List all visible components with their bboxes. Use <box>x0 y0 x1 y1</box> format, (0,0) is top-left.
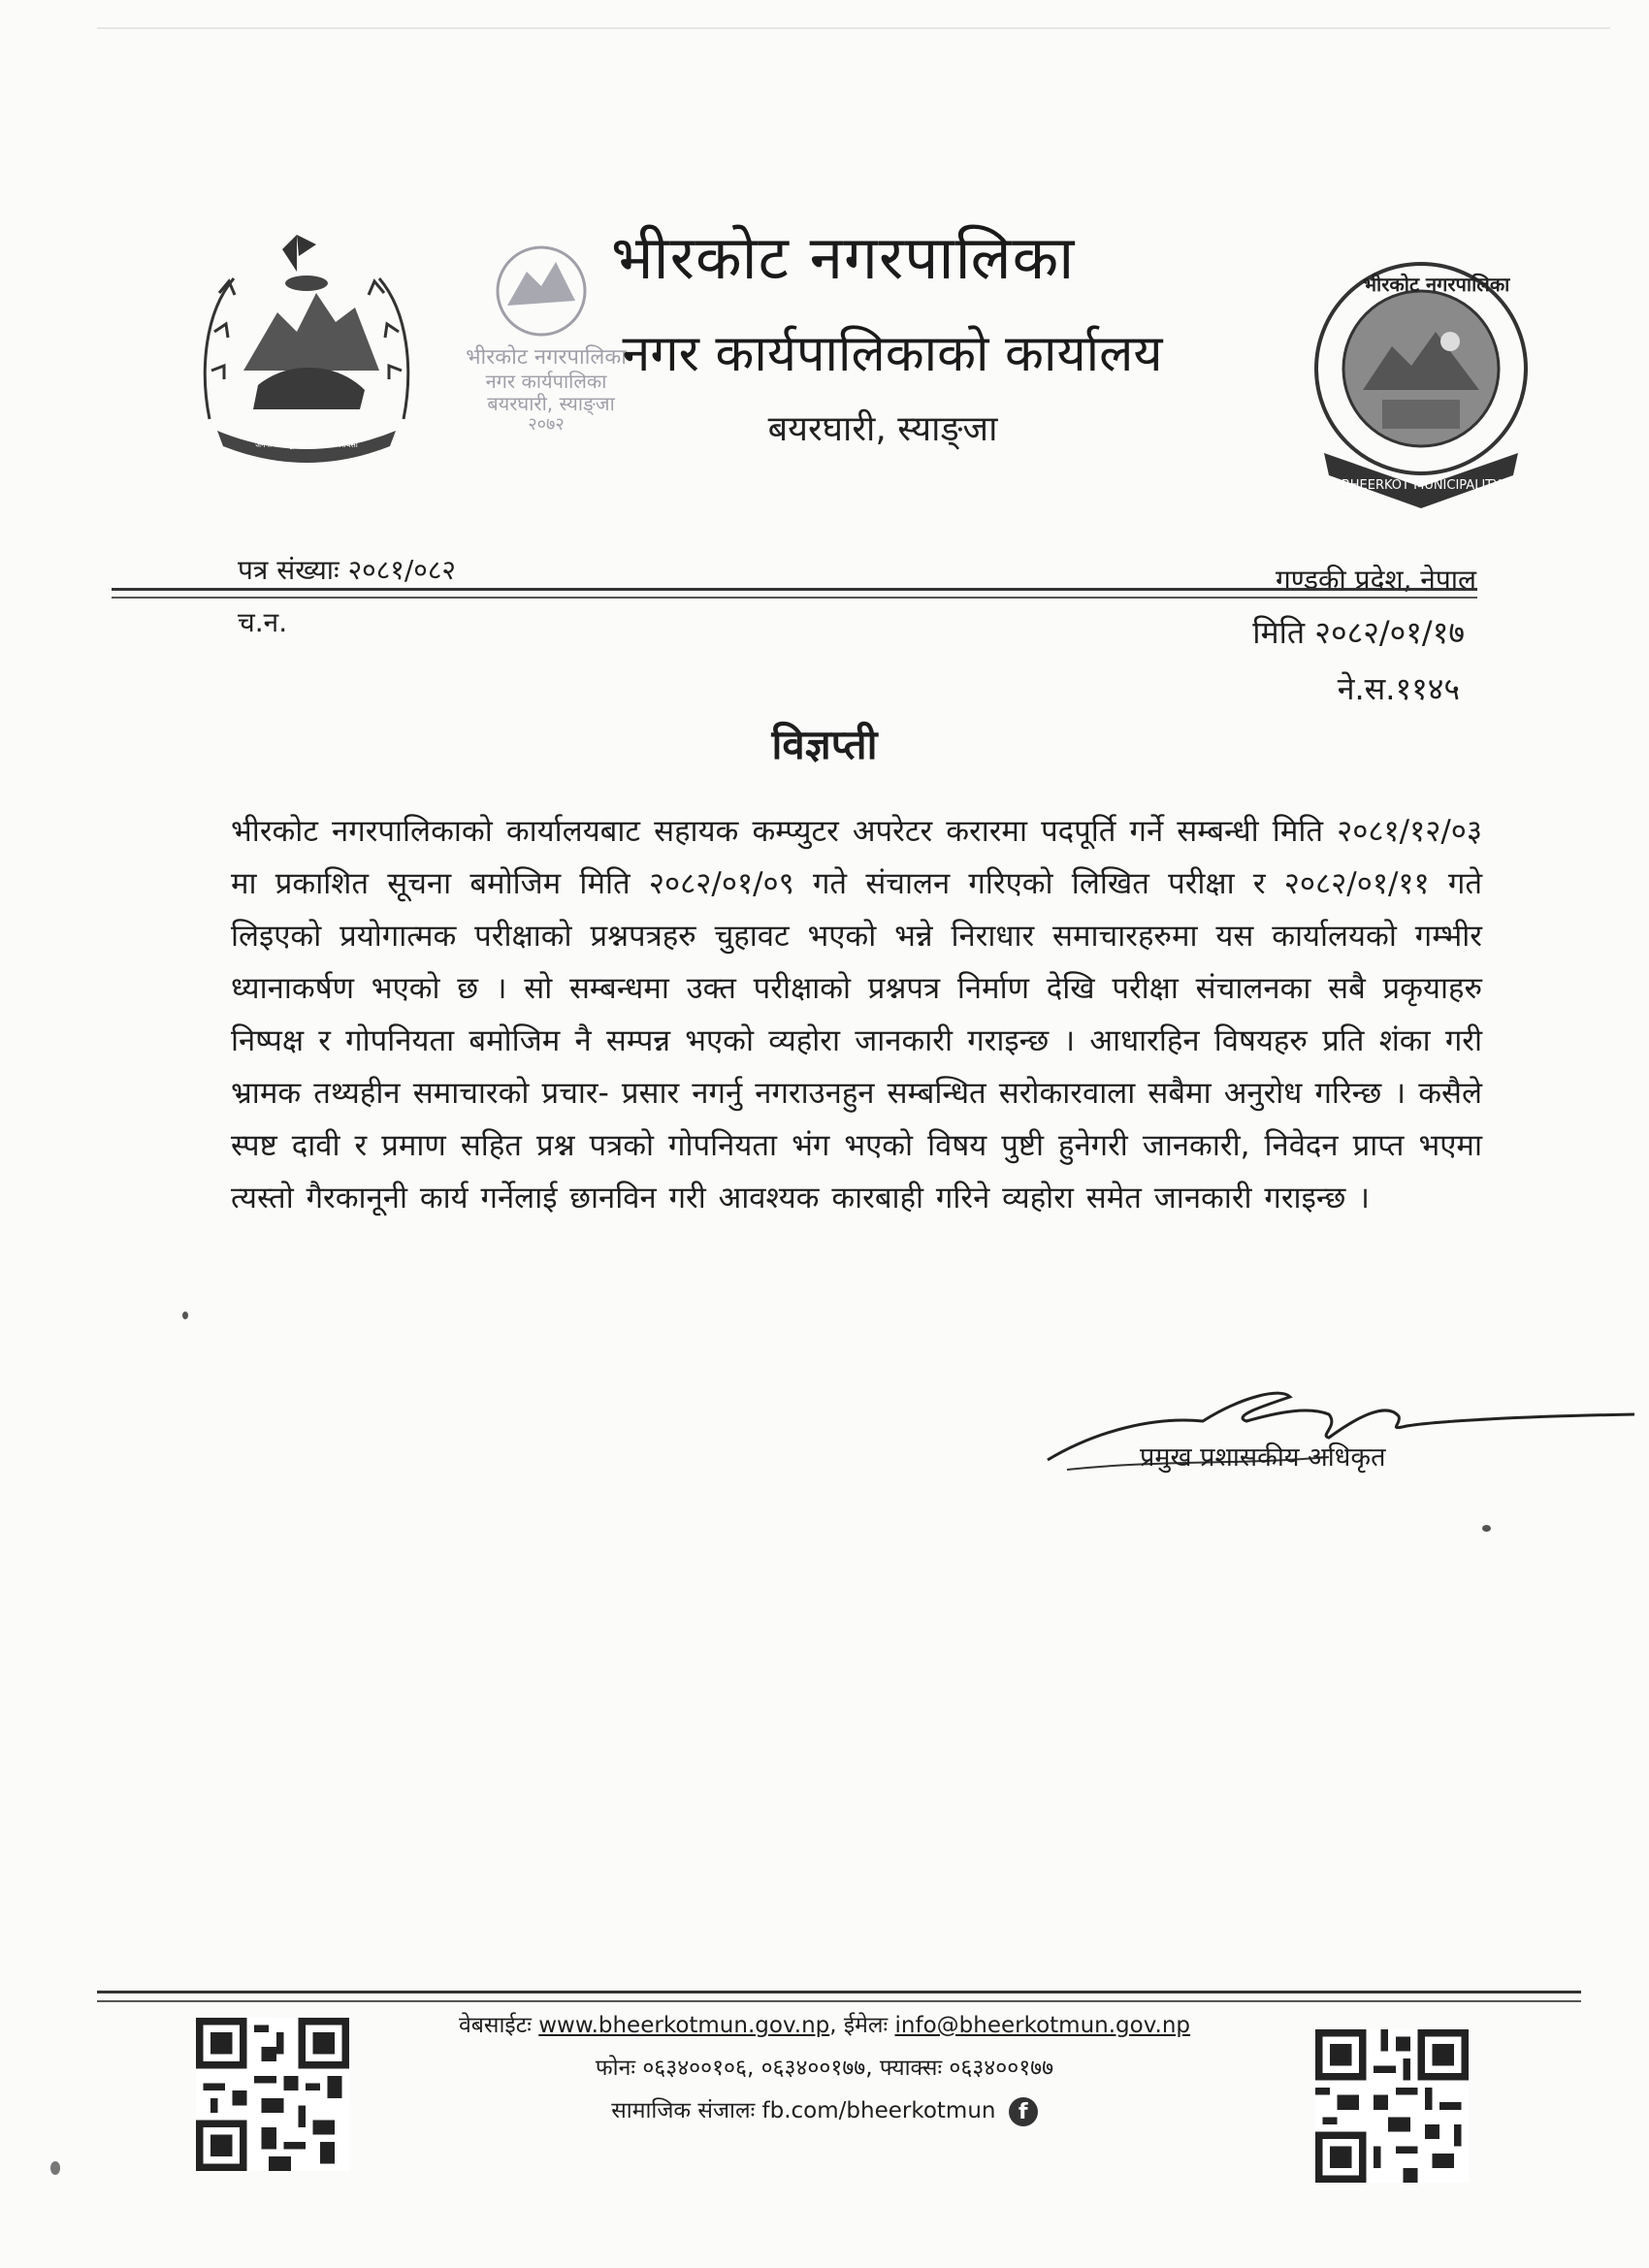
signatory-designation: प्रमुख प्रशासकीय अधिकृत <box>1140 1442 1386 1473</box>
footer-web-line <box>446 2004 1203 2047</box>
scan-speck <box>50 2161 60 2175</box>
stamp-line-1: भीरकोट नगरपालिका <box>466 345 627 370</box>
logo-top-text: भीरकोट नगरपालिका <box>1363 273 1510 296</box>
facebook-link[interactable]: fb.com/bheerkotmun <box>761 2098 996 2123</box>
nepal-emblem-icon <box>190 225 423 466</box>
letter-date: मिति २०८२/०१/१७ <box>1252 614 1465 651</box>
scan-speck <box>1482 1525 1491 1532</box>
footer-contact <box>446 2004 1203 2132</box>
letter-number: पत्र संख्याः २०८१/०८२ <box>238 554 456 586</box>
social-label: सामाजिक संजालः <box>611 2098 756 2123</box>
email-label: , ईमेलः <box>829 2013 889 2038</box>
nepal-samvat-year: ने.स.११४५ <box>1337 670 1460 707</box>
website-label: वेबसाईटः <box>458 2013 532 2038</box>
header-divider <box>112 588 1477 599</box>
office-address: बयरघारी, स्याङ्जा <box>767 409 998 449</box>
scan-edge-line <box>97 27 1610 29</box>
province: गण्डकी प्रदेश, नेपाल <box>1275 564 1476 596</box>
emblem-motto: जननी जन्मभूमिश्च स्वर्गादपि गरीयसी <box>255 440 358 449</box>
organization-name: भीरकोट नगरपालिका <box>611 222 1076 293</box>
notice-body: भीरकोट नगरपालिकाको कार्यालयबाट सहायक कम्प्युटर अपरेटर करारमा पदपूर्ति गर्ने सम्बन्धी मिति २०८१/१२/०३ मा प्रकाशित सूचना बमोजिम मिति २०८२/०१/०९ गते संचालन गरिएको लिखित परीक्षा र २०८२/०१/११ गते लिइएको प्रयोगात्मक परीक्षाको प्रश्नपत्रहरु चुहावट भएको भन्ने निराधार समाचारहरुमा यस कार्यालयको गम्भीर ध्यानाकर्षण भएको छ । सो सम्बन्धमा उक्त परीक्षाको प्रश्नपत्र निर्माण देखि परीक्षा संचालनका सबै प्रकृयाहरु निष्पक्ष र गोपनियता बमोजिम नै सम्पन्न भएको व्यहोरा जानकारी गराइन्छ । आधारहिन विषयहरु प्रति शंका गरी भ्रामक तथ्यहीन समाचारको प्रचार- प्रसार नगर्नु नगराउनहुन सम्बन्धित सरोकारवाला सबैमा अनुरोध गरिन्छ । कसैले स्पष्ट दावी र प्रमाण सहित प्रश्न पत्रको गोपनियता भंग भएको विषय पुष्टी हुनेगरी जानकारी, निवेदन प्राप्त भएमा त्यस्तो गैरकानूनी कार्य गर्नेलाई छानविन गरी आवश्यक कारबाही गरिने व्यहोरा समेत जानकारी गराइन्छ । <box>231 814 1482 1215</box>
dispatch-number: च.न. <box>238 606 288 638</box>
email-link[interactable]: info@bheerkotmun.gov.np <box>894 2013 1191 2038</box>
facebook-icon: f <box>1009 2097 1038 2126</box>
footer-social-line <box>446 2090 1203 2132</box>
phone-fax-line: फोनः ०६३४००१०६, ०६३४००१७७, फ्याक्सः ०६३४००१७७ <box>595 2056 1054 2081</box>
scan-speck <box>182 1312 188 1319</box>
website-link[interactable]: www.bheerkotmun.gov.np <box>538 2013 830 2038</box>
stamp-line-2: नगर कार्यपालिका <box>485 370 607 393</box>
municipality-logo-icon <box>1305 254 1537 511</box>
stamp-line-4: २०७२ <box>528 414 565 432</box>
qr-code-right-icon <box>1315 2029 1469 2183</box>
qr-code-left-icon <box>196 2018 349 2171</box>
footer-divider <box>97 1991 1581 2002</box>
stamp-line-3: बयरघारी, स्याङ्जा <box>487 392 615 415</box>
office-name: नगर कार्यपालिकाको कार्यालय <box>622 325 1163 383</box>
logo-bottom-text: BHEERKOT MUNICIPALITY <box>1341 478 1502 493</box>
notice-title: विज्ञप्ती <box>771 721 878 768</box>
